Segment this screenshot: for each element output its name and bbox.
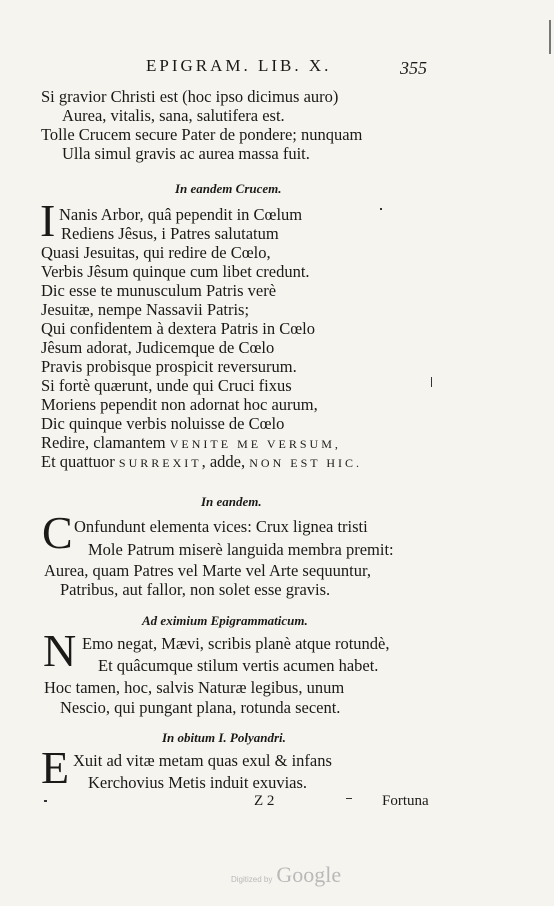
poem3-line-3: Aurea, quam Patres vel Marte vel Arte sequuntur, bbox=[44, 561, 371, 580]
poem3-line-4: Patribus, aut fallor, non solet esse gravis. bbox=[60, 580, 331, 599]
poem2-line-14 bbox=[41, 452, 362, 473]
watermark-prefix: Digitized by bbox=[231, 875, 273, 884]
digitized-watermark bbox=[231, 862, 341, 888]
poem3-heading: In eandem. bbox=[201, 494, 262, 509]
poem5-heading: In obitum I. Polyandri. bbox=[162, 730, 286, 745]
ink-speck bbox=[346, 798, 352, 799]
poem2-line-9: Pravis probisque prospicit reversurum. bbox=[41, 357, 297, 376]
signature-mark: Z 2 bbox=[254, 793, 275, 809]
ink-speck bbox=[431, 377, 432, 387]
poem5-line-2: Kerchovius Metis induit exuvias. bbox=[88, 773, 308, 792]
poem2-line-12: Dic quinque verbis noluisse de Cœlo bbox=[41, 414, 285, 433]
poem2-line-13-text: Redire, clamantem bbox=[41, 433, 166, 452]
poem1-line-2: Aurea, vitalis, sana, salutifera est. bbox=[62, 106, 285, 125]
poem1-line-1: Si gravior Christi est (hoc ipso dicimus auro) bbox=[41, 87, 339, 106]
poem4-line-1: Emo negat, Mævi, scribis planè atque rotundè, bbox=[82, 634, 390, 653]
poem2-line-1: Nanis Arbor, quâ pependit in Cœlum bbox=[59, 205, 303, 224]
poem5-line-1: Xuit ad vitæ metam quas exul & infans bbox=[73, 751, 332, 770]
ink-speck bbox=[44, 800, 47, 802]
poem2-line-8: Jêsum adorat, Judicemque de Cœlo bbox=[41, 338, 275, 357]
poem2-line-7: Qui confidentem à dextera Patris in Cœlo bbox=[41, 319, 316, 338]
poem2-line-13 bbox=[41, 433, 341, 454]
poem4-line-3: Hoc tamen, hoc, salvis Naturæ legibus, unum bbox=[44, 678, 345, 697]
poem2-dropcap: I bbox=[40, 195, 56, 246]
ink-speck bbox=[380, 208, 382, 210]
poem5-dropcap: E bbox=[41, 742, 70, 793]
poem4-line-4: Nescio, qui pungant plana, rotunda secent. bbox=[60, 698, 341, 717]
poem2-line-2: Rediens Jêsus, i Patres salutatum bbox=[61, 224, 279, 243]
poem2-line-11: Moriens pependit non adornat hoc aurum, bbox=[41, 395, 318, 414]
poem1-line-3: Tolle Crucem secure Pater de pondere; nunquam bbox=[41, 125, 363, 144]
poem2-heading: In eandem Crucem. bbox=[175, 181, 282, 196]
poem4-dropcap: N bbox=[43, 625, 77, 676]
poem2-line-3: Quasi Jesuitas, qui redire de Cœlo, bbox=[41, 243, 271, 262]
poem2-line-4: Verbis Jêsum quinque cum libet credunt. bbox=[41, 262, 310, 281]
poem4-line-2: Et quâcumque stilum vertis acumen habet. bbox=[98, 656, 379, 675]
venite-me-versum: VENITE ME VERSUM, bbox=[169, 437, 341, 451]
poem2-line-5: Dic esse te munusculum Patris verè bbox=[41, 281, 277, 300]
page-number: 355 bbox=[400, 58, 427, 78]
running-head: EPIGRAM. LIB. X. bbox=[146, 56, 332, 75]
poem1-line-4: Ulla simul gravis ac aurea massa fuit. bbox=[62, 144, 310, 163]
poem4-heading: Ad eximium Epigrammaticum. bbox=[142, 613, 308, 628]
surrexit: SURREXIT bbox=[118, 456, 202, 470]
poem2-last-b: , adde, bbox=[201, 452, 246, 471]
poem2-line-6: Jesuitæ, nempe Nassavii Patris; bbox=[41, 300, 250, 319]
catchword: Fortuna bbox=[382, 793, 429, 809]
non-est-hic: NON EST HIC. bbox=[249, 456, 363, 470]
poem3-line-1: Onfundunt elementa vices: Crux lignea tristi bbox=[74, 517, 368, 536]
poem3-line-2: Mole Patrum miserè languida membra premit: bbox=[88, 540, 394, 559]
google-logo: Google bbox=[276, 862, 342, 887]
poem2-last-a: Et quattuor bbox=[41, 452, 115, 471]
poem2-line-10: Si fortè quærunt, unde qui Cruci fixus bbox=[41, 376, 292, 395]
poem3-dropcap: C bbox=[42, 507, 73, 558]
page-edge-mark bbox=[549, 20, 551, 54]
